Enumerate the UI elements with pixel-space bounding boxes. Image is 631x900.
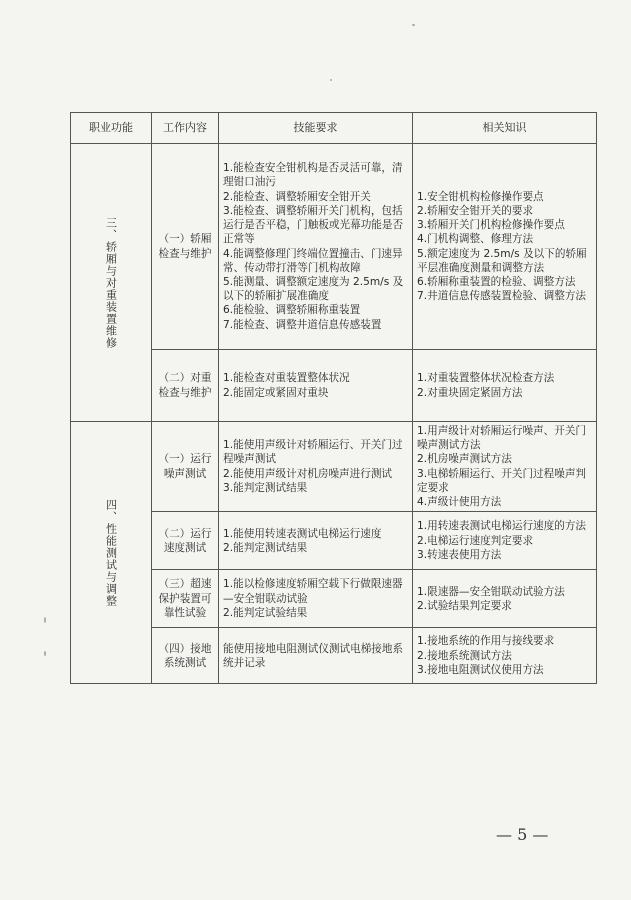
skill-item: 3.能检查、调整轿厢开关门机构，包括运行是否平稳，门触板或光幕功能是否正常等 xyxy=(223,204,404,246)
skill-cell xyxy=(219,144,413,350)
knowledge-item: 3.轿厢开关门机构检修操作要点 xyxy=(417,219,565,232)
knowledge-item: 1.用转速表测试电梯运行速度的方法 xyxy=(417,520,587,533)
work-cell: （四）接地系统测试 xyxy=(152,628,219,684)
knowledge-item: 4.门机构调整、修理方法 xyxy=(417,233,534,246)
knowledge-item: 5.额定速度为 2.5m/s 及以下的轿厢平层准确度测量和调整方法 xyxy=(417,247,587,274)
skill-item: 1.能检查安全钳机构是否灵活可靠，清理钳口油污 xyxy=(223,162,403,189)
skill-item: 7.能检查、调整井道信息传感装置 xyxy=(223,318,382,331)
header-cell: 职业功能 xyxy=(71,113,152,144)
skill-item: 1.能检查对重装置整体状况 xyxy=(223,372,350,385)
knowledge-item: 1.限速器—安全钳联动试验方法 xyxy=(417,585,565,598)
knowledge-cell xyxy=(413,144,597,350)
knowledge-item: 2.轿厢安全钳开关的要求 xyxy=(417,204,534,217)
skill-item: 3.能判定测试结果 xyxy=(223,481,308,494)
knowledge-item: 1.接地系统的作用与接线要求 xyxy=(417,635,555,648)
function-label: 三、轿厢与对重装置维修 xyxy=(104,216,118,349)
knowledge-item: 3.接地电阻测试仪使用方法 xyxy=(417,663,544,676)
knowledge-cell xyxy=(413,570,597,628)
work-cell: （二）对重检查与维护 xyxy=(152,350,219,422)
skill-cell xyxy=(219,350,413,422)
skill-cell xyxy=(219,422,413,512)
scan-speck xyxy=(44,651,46,656)
knowledge-item: 2.试验结果判定要求 xyxy=(417,599,512,612)
knowledge-item: 1.对重装置整体状况检查方法 xyxy=(417,372,555,385)
knowledge-cell xyxy=(413,628,597,684)
knowledge-item: 2.对重块固定紧固方法 xyxy=(417,386,523,399)
work-cell: （三）超速保护装置可靠性试验 xyxy=(152,570,219,628)
skill-item: 5.能测量、调整额定速度为 2.5m/s 及以下的轿厢扩展准确度 xyxy=(223,275,404,303)
knowledge-item: 2.接地系统测试方法 xyxy=(417,649,512,662)
skill-cell xyxy=(219,512,413,570)
header-cell: 工作内容 xyxy=(152,113,219,144)
header-cell: 技能要求 xyxy=(219,113,413,144)
page-number: — 5 — xyxy=(496,825,549,844)
skill-item: 2.能判定试验结果 xyxy=(223,606,308,619)
table-header-row xyxy=(71,113,597,144)
scan-speck xyxy=(412,24,415,26)
knowledge-item: 4.声级计使用方法 xyxy=(417,496,502,509)
skill-item: 6.能检验、调整轿厢称重装置 xyxy=(223,304,361,317)
knowledge-item: 1.安全钳机构检修操作要点 xyxy=(417,190,544,203)
knowledge-item: 6.轿厢称重装置的检验、调整方法 xyxy=(417,275,576,288)
skill-item: 1.能使用转速表测试电梯运行速度 xyxy=(223,527,382,540)
knowledge-item: 7.井道信息传感装置检验、调整方法 xyxy=(417,290,587,303)
table-row xyxy=(71,144,597,350)
skill-item: 能使用接地电阻测试仪测试电梯接地系统并记录 xyxy=(223,642,404,669)
knowledge-item: 3.转速表使用方法 xyxy=(417,548,502,561)
header-cell: 相关知识 xyxy=(413,113,597,144)
skill-item: 1.能使用声级计对轿厢运行、开关门过程噪声测试 xyxy=(223,439,403,466)
scan-speck xyxy=(330,79,332,81)
skill-item: 4.能调整修理门终端位置撞击、门速异常、传动带打滑等门机构故障 xyxy=(223,247,403,274)
table-row xyxy=(71,422,597,512)
knowledge-cell xyxy=(413,422,597,512)
skill-item: 1.能以检修速度轿厢空载下行做限速器—安全钳联动试验 xyxy=(223,578,403,605)
skill-cell xyxy=(219,570,413,628)
skill-standard-table xyxy=(70,112,597,684)
work-cell: （一）运行噪声测试 xyxy=(152,422,219,512)
knowledge-item: 1.用声级计对轿厢运行噪声、开关门噪声测试方法 xyxy=(417,425,587,452)
skill-item: 2.能固定或紧固对重块 xyxy=(223,386,329,399)
function-cell xyxy=(71,422,152,684)
function-label: 四、性能测试与调整 xyxy=(104,498,118,607)
work-cell: （一）轿厢检查与维护 xyxy=(152,144,219,350)
function-cell xyxy=(71,144,152,422)
knowledge-cell xyxy=(413,512,597,570)
skill-cell xyxy=(219,628,413,684)
skill-item: 2.能判定测试结果 xyxy=(223,541,308,554)
knowledge-item: 2.电梯运行速度判定要求 xyxy=(417,534,534,547)
knowledge-item: 2.机房噪声测试方法 xyxy=(417,453,512,466)
scan-speck xyxy=(44,617,46,623)
knowledge-item: 3.电梯轿厢运行、开关门过程噪声判定要求 xyxy=(417,467,587,494)
work-cell: （二）运行速度测试 xyxy=(152,512,219,570)
skill-item: 2.能检查、调整轿厢安全钳开关 xyxy=(223,190,371,203)
knowledge-cell xyxy=(413,350,597,422)
skill-item: 2.能使用声级计对机房噪声进行测试 xyxy=(223,467,393,480)
